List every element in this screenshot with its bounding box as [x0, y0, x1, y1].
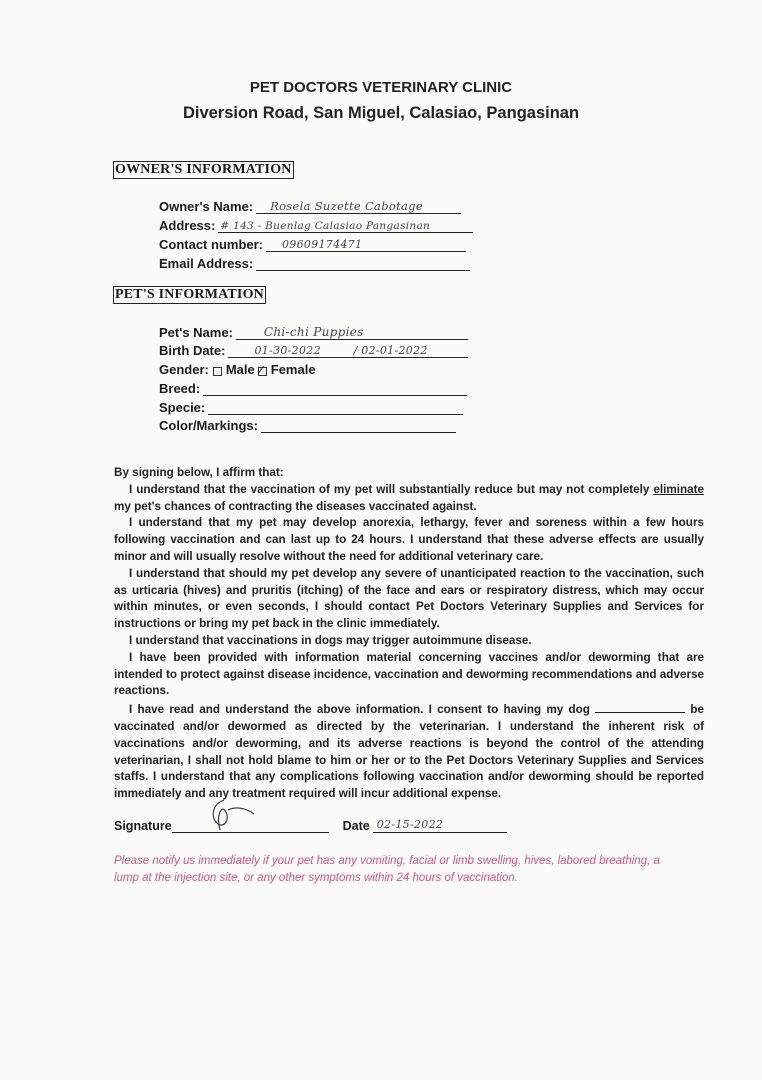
breed-row: [159, 378, 467, 396]
affirmation-paragraph-6: I have read and understand the above information. I consent to having my dog be vaccinated and/or dewormed as directed by the veterinarian. I understand the inherent risk of vaccinations and/or deworming, and its adverse reactions is beyond the control of the attending veterinarian, I shall not hold blame to him or her or to the Pet Doctors Veterinary Supplies and Services staffs. I understand that any complications following vaccination and/or deworming should be reported immediately and any treatment required will incur additional expense.: [114, 700, 704, 803]
gender-label: Gender:: [159, 362, 209, 377]
email-row: [159, 253, 470, 271]
owner-name-field[interactable]: [256, 198, 461, 214]
pet-name-field[interactable]: [236, 324, 468, 340]
signature-field[interactable]: [172, 818, 329, 833]
affirmation-paragraph-2: I understand that my pet may develop anorexia, lethargy, fever and soreness within a few hours following vaccination and can last up to 24 hours. I understand that these adverse effects are usually minor and will usually resolve without the need for additional veterinary care.: [114, 516, 704, 563]
date-field[interactable]: [373, 818, 507, 833]
male-checkbox[interactable]: [213, 367, 222, 376]
color-markings-field[interactable]: [261, 417, 456, 433]
gender-row: [159, 359, 316, 377]
check-mark-icon: ✓: [255, 362, 267, 377]
pet-name-label: Pet's Name:: [159, 325, 233, 340]
contact-label: Contact number:: [159, 237, 263, 252]
email-field[interactable]: [256, 255, 470, 271]
address-label: Address:: [159, 218, 216, 233]
color-markings-row: [159, 415, 456, 433]
birth-date-value: 01-30-2022: [254, 344, 321, 357]
gender-male-label: Male: [225, 362, 255, 377]
color-markings-label: Color/Markings:: [159, 418, 258, 433]
owner-section-heading: OWNER'S INFORMATION: [115, 162, 292, 177]
birth-date-label: Birth Date:: [159, 343, 226, 358]
pet-name-value: Chi-chi Puppies: [263, 325, 364, 339]
affirmation-paragraph-1: I understand that the vaccination of my pet will substantially reduce but may not completely eliminate my pet's chances of contracting the diseases vaccinated against.: [114, 482, 704, 513]
contact-value: 09609174471: [282, 238, 363, 251]
date-value: 02-15-2022: [376, 818, 444, 831]
dog-name-field[interactable]: [595, 700, 685, 713]
owner-name-row: [159, 196, 461, 214]
notice-text: Please notify us immediately if your pet has any vomiting, facial or limb swelling, hives, labored breathing, a lump at the injection site, or any other symptoms within 24 hours of vaccination.: [114, 855, 660, 884]
breed-label: Breed:: [159, 381, 201, 396]
pet-section-heading: PET'S INFORMATION: [115, 287, 264, 302]
breed-field[interactable]: [203, 380, 467, 396]
affirmation-paragraph-4: I understand that vaccinations in dogs may trigger autoimmune disease.: [129, 633, 532, 647]
affirmation-intro: By signing below, I affirm that:: [114, 466, 284, 479]
email-label: Email Address:: [159, 256, 254, 271]
address-row: [159, 215, 473, 233]
affirmation-paragraph-3: I understand that should my pet develop any severe of unanticipated reaction to the vaccination, such as urticaria (hives) and pruritis (itching) of the face and ears or respiratory distress, which may occur within minutes, or even seconds, I should contact Pet Doctors Veterinary Supplies and Services for instructions or bring my pet back in the clinic immediately.: [114, 566, 704, 631]
specie-row: [159, 397, 463, 415]
owner-name-label: Owner's Name:: [159, 199, 254, 214]
specie-label: Specie:: [159, 400, 206, 415]
contact-field[interactable]: [266, 236, 466, 252]
specie-field[interactable]: [208, 399, 463, 415]
date-label: Date: [342, 819, 370, 833]
affirmation-paragraph-5: I have been provided with information material concerning vaccines and/or deworming that are intended to protect against disease incidence, vaccination and deworming recommendations and adverse reactions.: [114, 650, 704, 698]
address-value: # 143 - Buenlag Calasiao Pangasinan: [220, 220, 431, 232]
birth-date-row: [159, 340, 468, 358]
signature-row: [114, 818, 507, 833]
birth-date-value-2: / 02-01-2022: [353, 344, 428, 357]
clinic-address: Diversion Road, San Miguel, Calasiao, Pangasinan: [182, 104, 580, 122]
signature-label: Signature: [114, 819, 172, 833]
clinic-name: PET DOCTORS VETERINARY CLINIC: [249, 79, 513, 96]
signature-scribble: [202, 796, 262, 832]
birth-date-field[interactable]: [228, 342, 468, 358]
female-checkbox[interactable]: [255, 362, 267, 377]
contact-row: [159, 234, 466, 252]
owner-name-value: Rosela Suzette Cabotage: [270, 199, 423, 213]
pet-name-row: [159, 322, 468, 340]
address-field[interactable]: [218, 217, 473, 233]
gender-female-label: Female: [270, 362, 316, 377]
affirmation-text: [114, 465, 704, 803]
